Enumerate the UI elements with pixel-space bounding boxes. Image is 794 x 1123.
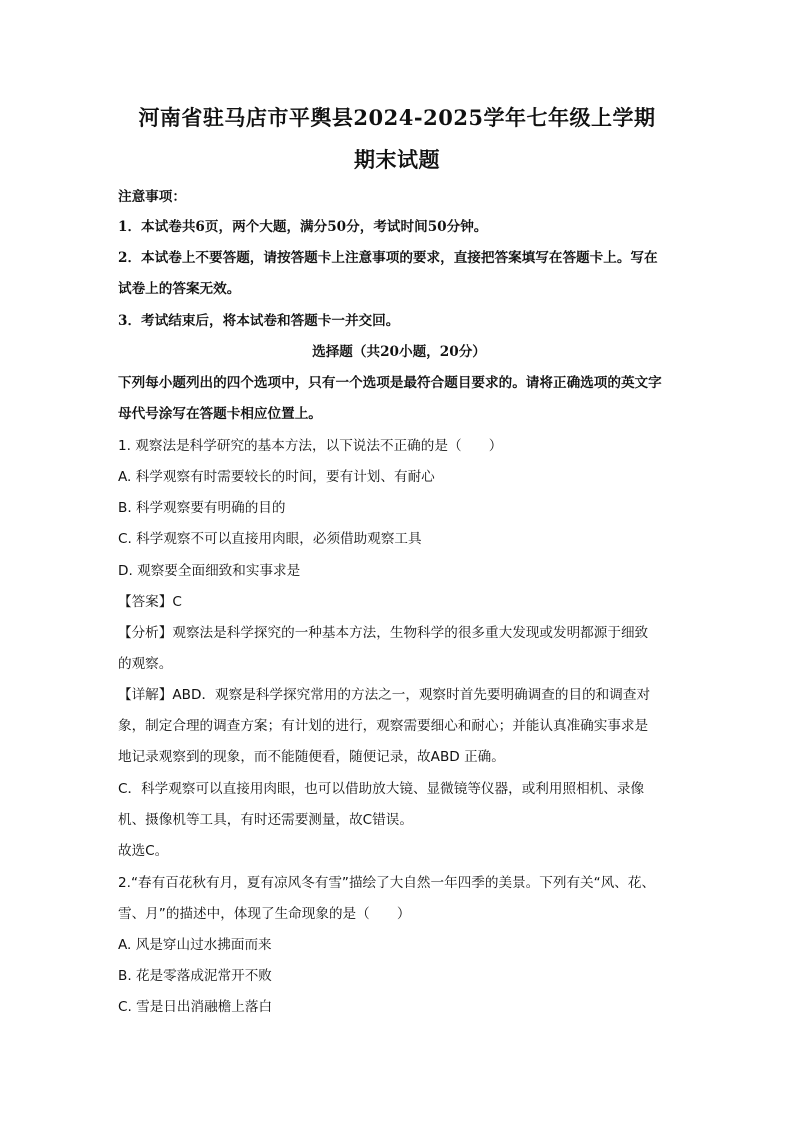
q1-option-c: C. 科学观察不可以直接用肉眼，必须借助观察工具: [118, 531, 422, 547]
q1-option-d: D. 观察要全面细致和实事求是: [118, 563, 301, 579]
q1-analysis: 【分析】观察法是科学探究的一种基本方法，生物科学的很多重大发现或发明都源于细致: [118, 625, 649, 641]
q1-choose: 故选C。: [118, 843, 169, 859]
q2-option-c: C. 雪是日出消融檐上落白: [118, 999, 273, 1015]
q1-stem: 1. 观察法是科学研究的基本方法，以下说法不正确的是（ ）: [118, 438, 503, 454]
notice-item-1: 1．本试卷共6页，两个大题，满分50分，考试时间50分钟。: [118, 219, 488, 235]
q1-detail-cont-2: 地记录观察到的现象，而不能随便看，随便记录，故ABD 正确。: [118, 749, 505, 765]
section-instruction-cont: 母代号涂写在答题卡相应位置上。: [118, 406, 322, 422]
page-title: 河南省驻马店市平舆县2024-2025学年七年级上学期: [138, 105, 656, 130]
q2-option-b: B. 花是零落成泥常开不败: [118, 968, 272, 984]
q1-detail-c: C．科学观察可以直接用肉眼，也可以借助放大镜、显微镜等仪器，或利用照相机、录像: [118, 781, 645, 797]
q1-option-a: A. 科学观察有时需要较长的时间，要有计划、有耐心: [118, 469, 435, 485]
section-instruction: 下列每小题列出的四个选项中，只有一个选项是最符合题目要求的。请将正确选项的英文字: [118, 375, 662, 391]
q1-detail-cont-1: 象，制定合理的调查方案；有计划的进行，观察需要细心和耐心；并能认真准确实事求是: [118, 718, 649, 734]
q2-stem-cont: 雪、月”的描述中，体现了生命现象的是（ ）: [118, 906, 411, 922]
notice-item-2-cont: 试卷上的答案无效。: [118, 281, 241, 297]
q1-detail-c-cont: 机、摄像机等工具，有时还需要测量，故C错误。: [118, 812, 413, 828]
page-subtitle: 期末试题: [354, 147, 440, 172]
notice-item-2: 2．本试卷上不要答题，请按答题卡上注意事项的要求，直接把答案填写在答题卡上。写在: [118, 250, 658, 266]
q1-answer: 【答案】C: [118, 594, 182, 610]
section-heading: 选择题（共20小题，20分）: [312, 344, 486, 360]
notice-heading: 注意事项：: [118, 189, 186, 205]
notice-item-3: 3．考试结束后，将本试卷和答题卡一并交回。: [118, 313, 400, 329]
q1-option-b: B. 科学观察要有明确的目的: [118, 500, 286, 516]
q1-detail: 【详解】ABD．观察是科学探究常用的方法之一，观察时首先要明确调查的目的和调查对: [118, 687, 651, 703]
q1-analysis-cont: 的观察。: [118, 656, 173, 672]
q2-option-a: A. 风是穿山过水拂面而来: [118, 937, 272, 953]
q2-stem: 2.“春有百花秋有月，夏有凉风冬有雪”描绘了大自然一年四季的美景。下列有关“风、花、: [118, 875, 656, 891]
